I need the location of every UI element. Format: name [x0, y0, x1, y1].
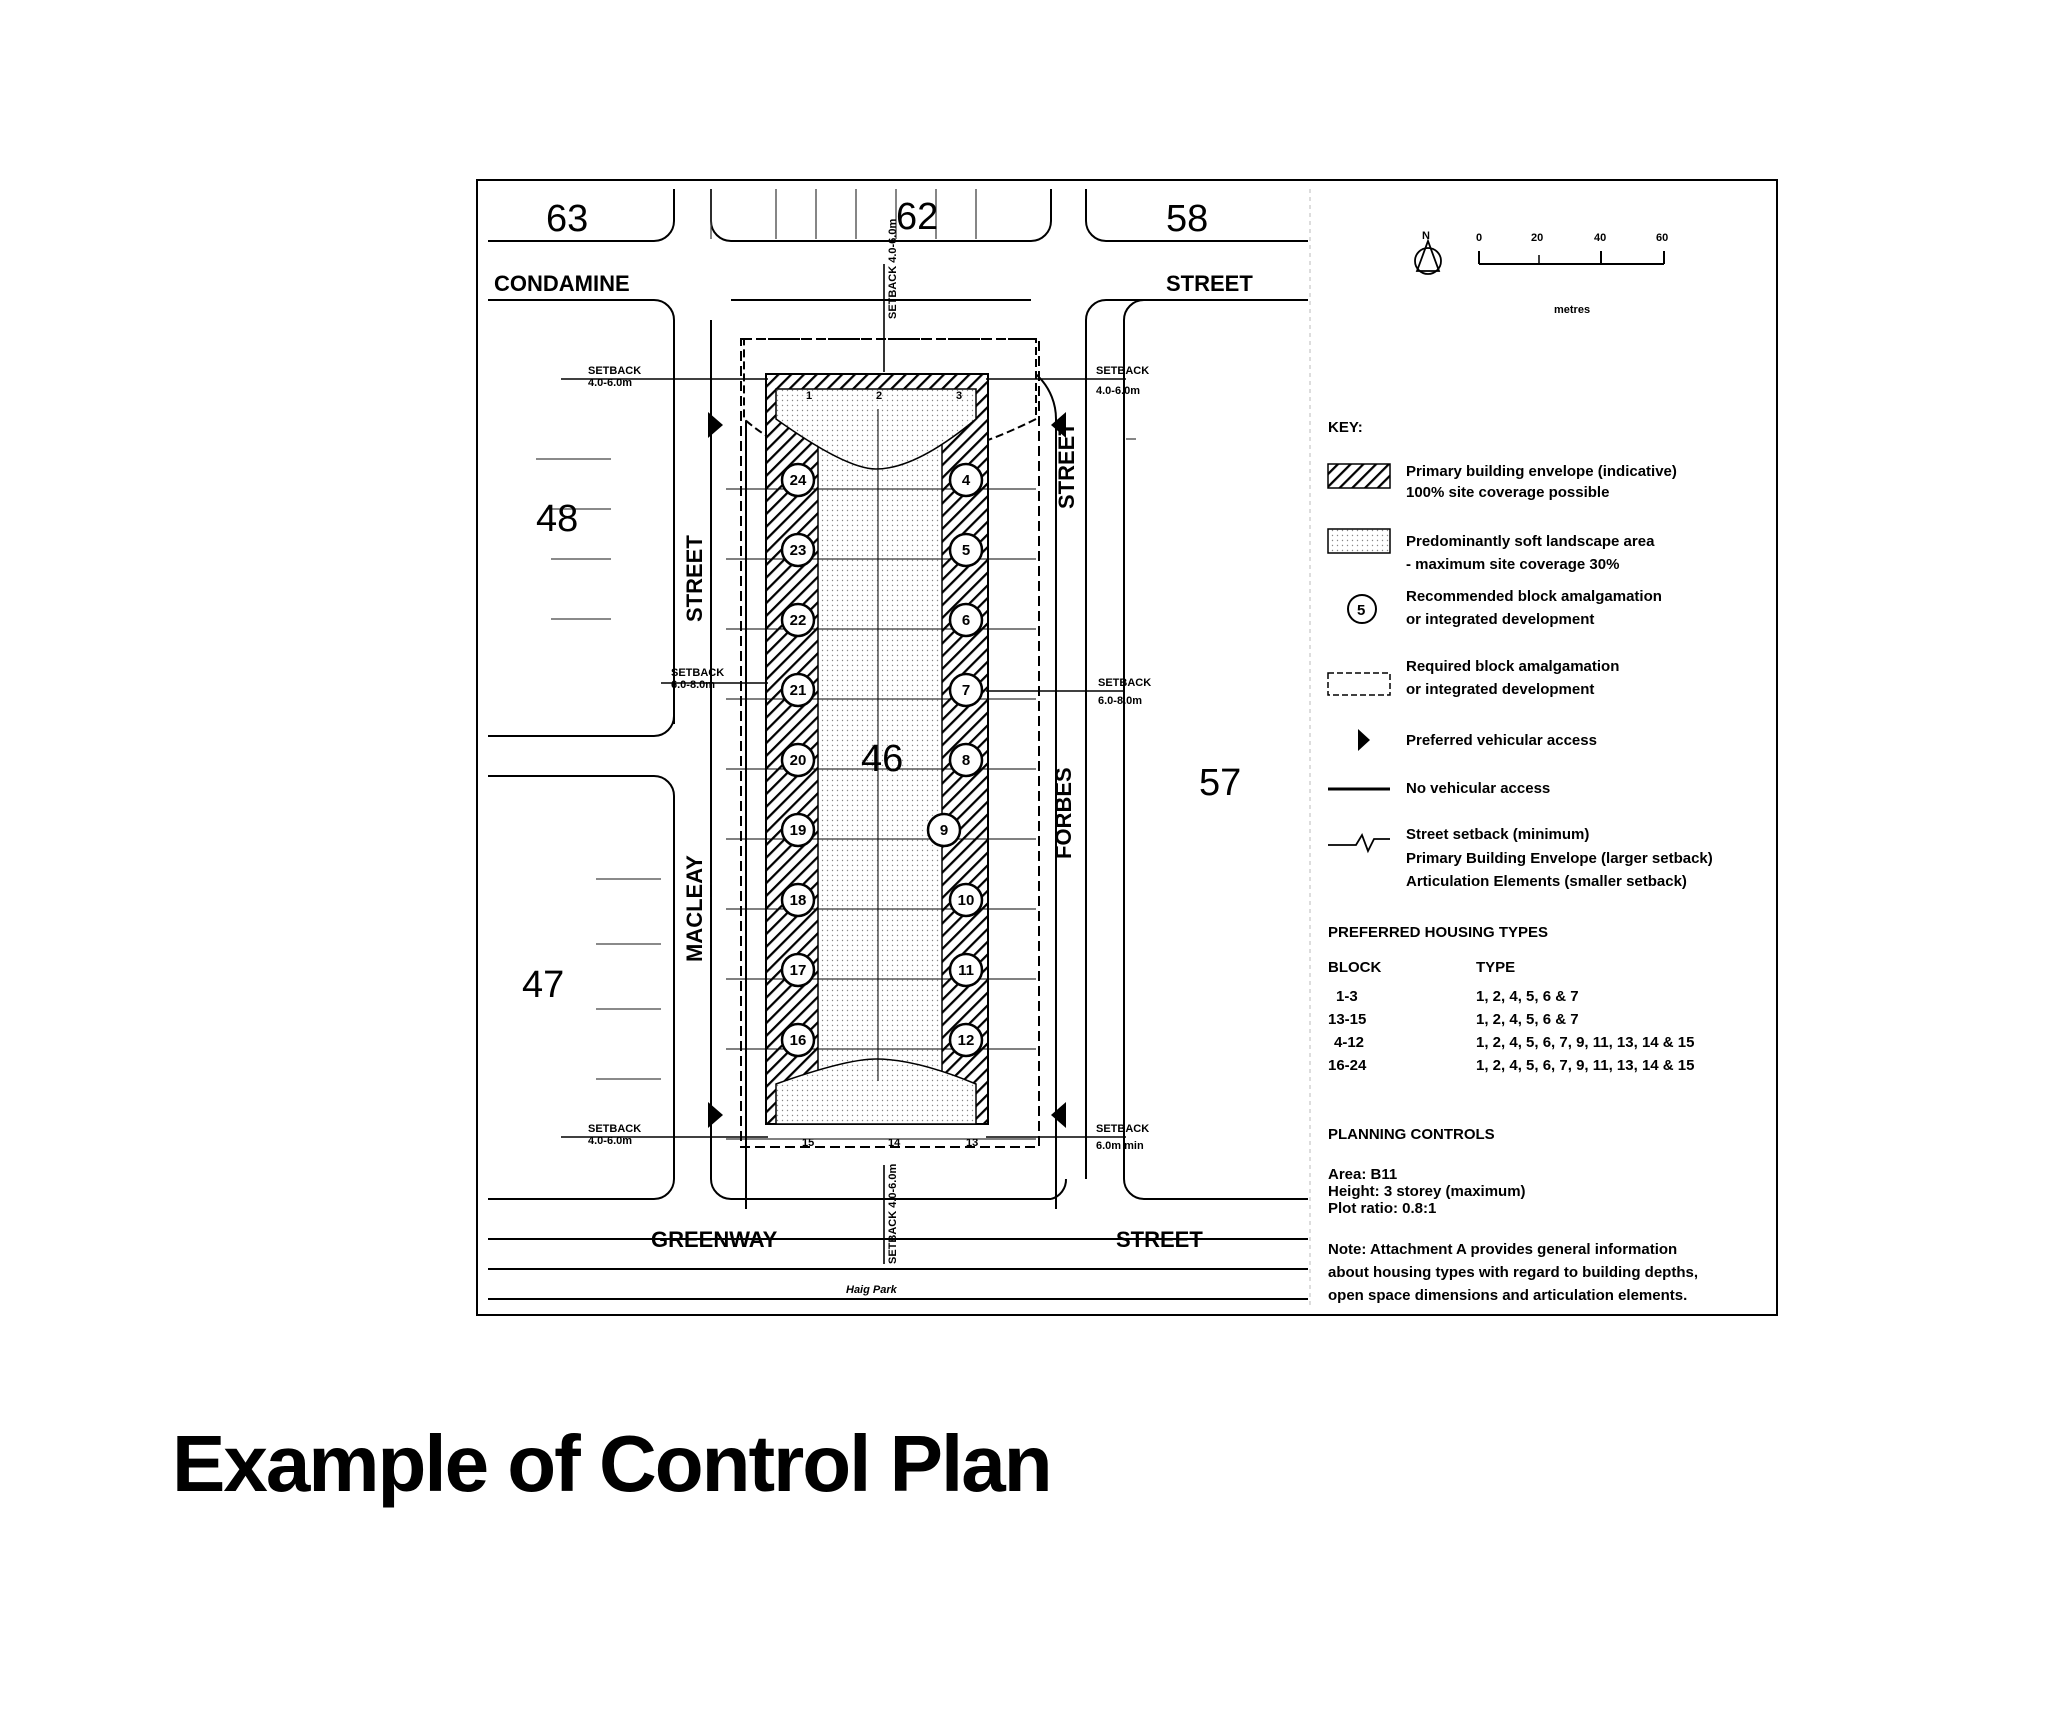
key-symbol: 5: [1357, 602, 1366, 619]
street-label-street-se: STREET: [1116, 1227, 1203, 1252]
housing-block: 1-3: [1336, 988, 1358, 1005]
block-number-48: 48: [536, 498, 579, 540]
scale-bar: [1476, 232, 1668, 316]
street-label-greenway: GREENWAY: [651, 1227, 778, 1252]
lot-circle: [950, 464, 982, 496]
setback-label: SETBACK: [1096, 1123, 1150, 1135]
lot-circle: [782, 954, 814, 986]
lot-circle: [782, 534, 814, 566]
key-text: Preferred vehicular access: [1406, 732, 1597, 749]
site-plan: [476, 179, 1778, 1316]
housing-block: 16-24: [1328, 1057, 1367, 1074]
setback-label: 6.0-8.0m: [1098, 695, 1143, 707]
lot-circles-left: [782, 464, 814, 1056]
planning-note: about housing types with regard to building depths,: [1328, 1264, 1698, 1281]
key-text: Recommended block amalgamation: [1406, 588, 1662, 605]
lot-circle: [782, 674, 814, 706]
svg-text:4: 4: [961, 472, 971, 489]
svg-text:11: 11: [958, 962, 974, 979]
setback-label: SETBACK 4.0-6.0m: [887, 1163, 899, 1264]
housing-type: 1, 2, 4, 5, 6 & 7: [1476, 1011, 1579, 1028]
access-triangle: [708, 412, 723, 438]
lot-circle: [782, 884, 814, 916]
lot-circle: [950, 954, 982, 986]
block-number-62: 62: [896, 196, 939, 238]
svg-text:20: 20: [789, 752, 807, 769]
access-triangle: [708, 1102, 723, 1128]
key-text: or integrated development: [1406, 611, 1595, 628]
svg-text:15: 15: [802, 1137, 815, 1149]
setback-label: 6.0-8.0m: [671, 679, 716, 691]
street-label-street-ne: STREET: [1166, 271, 1253, 296]
lot-circle: [950, 534, 982, 566]
lot-circle: [950, 744, 982, 776]
key-text: Primary building envelope (indicative): [1406, 463, 1677, 480]
svg-text:5: 5: [961, 542, 971, 559]
svg-text:24: 24: [789, 472, 807, 489]
housing-title: PREFERRED HOUSING TYPES: [1328, 924, 1549, 941]
svg-text:17: 17: [789, 962, 807, 979]
setback-label: 4.0-6.0m: [1096, 385, 1141, 397]
setback-label: SETBACK: [1098, 677, 1152, 689]
block-number-58: 58: [1166, 198, 1209, 240]
key-text: 100% site coverage possible: [1406, 484, 1610, 501]
svg-text:7: 7: [961, 682, 971, 699]
lot-circle: [782, 744, 814, 776]
svg-text:metres: metres: [1554, 304, 1591, 316]
housing-type: 1, 2, 4, 5, 6, 7, 9, 11, 13, 14 & 15: [1476, 1057, 1695, 1074]
north-arrow-icon: [1415, 230, 1441, 274]
page-caption: Example of Control Plan: [172, 1419, 1051, 1508]
lot-circle: [950, 674, 982, 706]
key-text: Street setback (minimum): [1406, 826, 1590, 843]
planning-area: Area: B11: [1328, 1166, 1398, 1183]
svg-text:10: 10: [957, 892, 975, 909]
svg-text:0: 0: [1476, 232, 1483, 244]
svg-text:2: 2: [876, 390, 883, 402]
street-label-macleay: MACLEAY: [682, 855, 707, 962]
lot-circle: [782, 1024, 814, 1056]
svg-text:1: 1: [806, 390, 813, 402]
svg-text:13: 13: [966, 1137, 979, 1149]
key-swatch-dashed: [1328, 673, 1390, 695]
access-triangle: [1051, 1102, 1066, 1128]
svg-text:18: 18: [789, 892, 807, 909]
housing-type: 1, 2, 4, 5, 6 & 7: [1476, 988, 1579, 1005]
lot-circle: [782, 464, 814, 496]
key-text: or integrated development: [1406, 681, 1595, 698]
key-swatch-hatch: [1328, 464, 1390, 488]
planning-note: open space dimensions and articulation elements.: [1328, 1287, 1688, 1304]
svg-text:3: 3: [956, 390, 963, 402]
planning-title: PLANNING CONTROLS: [1328, 1126, 1495, 1143]
svg-text:40: 40: [1594, 232, 1607, 244]
planning-note: Note: Attachment A provides general information: [1328, 1241, 1678, 1258]
key-text: Predominantly soft landscape area: [1406, 533, 1655, 550]
key-text: Primary Building Envelope (larger setback): [1406, 850, 1713, 867]
block-number-46: 46: [861, 738, 904, 780]
setback-label: 4.0-6.0m: [588, 377, 633, 389]
svg-text:12: 12: [957, 1032, 975, 1049]
key-text: No vehicular access: [1406, 780, 1551, 797]
lot-circle: [782, 604, 814, 636]
svg-text:16: 16: [789, 1032, 807, 1049]
svg-text:20: 20: [1531, 232, 1544, 244]
planning-height: Height: 3 storey (maximum): [1328, 1183, 1526, 1200]
block-number-47: 47: [522, 964, 565, 1006]
svg-text:N: N: [1422, 230, 1430, 242]
setback-label: SETBACK: [588, 1123, 642, 1135]
key-swatch-setback: [1328, 835, 1390, 851]
svg-text:60: 60: [1656, 232, 1669, 244]
housing-col-type: TYPE: [1476, 959, 1516, 976]
svg-text:6: 6: [961, 612, 971, 629]
planning-plot-ratio: Plot ratio: 0.8:1: [1328, 1200, 1437, 1217]
lot-circle: [782, 814, 814, 846]
setback-label: SETBACK: [671, 667, 725, 679]
setback-label: 6.0m min: [1096, 1140, 1144, 1152]
street-label-forbes: FORBES: [1051, 767, 1076, 859]
key-text: - maximum site coverage 30%: [1406, 556, 1620, 573]
housing-block: 13-15: [1328, 1011, 1367, 1028]
setback-label: SETBACK 4.0-6.0m: [887, 218, 899, 319]
svg-text:14: 14: [888, 1137, 901, 1149]
legend-panel: [1328, 230, 1713, 1304]
control-plan-figure: [476, 179, 1778, 1316]
key-swatch-triangle: [1358, 729, 1370, 751]
lot-circle: [950, 604, 982, 636]
svg-text:8: 8: [961, 752, 971, 769]
setback-label: SETBACK: [1096, 365, 1150, 377]
key-text: Required block amalgamation: [1406, 658, 1620, 675]
housing-type: 1, 2, 4, 5, 6, 7, 9, 11, 13, 14 & 15: [1476, 1034, 1695, 1051]
lot-circle: [950, 1024, 982, 1056]
setback-label: 4.0-6.0m: [588, 1135, 633, 1147]
svg-text:21: 21: [789, 682, 807, 699]
setback-label: SETBACK: [588, 365, 642, 377]
svg-text:22: 22: [789, 612, 807, 629]
park-label-haig: Haig Park: [846, 1284, 897, 1296]
key-text: Articulation Elements (smaller setback): [1406, 873, 1687, 890]
key-swatch-stipple: [1328, 529, 1390, 553]
block-number-63: 63: [546, 198, 589, 240]
housing-col-block: BLOCK: [1328, 959, 1382, 976]
key-title: KEY:: [1328, 419, 1363, 436]
housing-block: 4-12: [1334, 1034, 1365, 1051]
lot-circle: [950, 884, 982, 916]
svg-text:19: 19: [789, 822, 807, 839]
svg-text:23: 23: [789, 542, 807, 559]
block-number-57: 57: [1199, 762, 1242, 804]
street-label-condamine: CONDAMINE: [494, 271, 630, 296]
svg-text:9: 9: [939, 822, 949, 839]
street-label-street-west: STREET: [682, 535, 707, 622]
lot-circle: [928, 814, 960, 846]
street-label-street-east: STREET: [1054, 422, 1079, 509]
